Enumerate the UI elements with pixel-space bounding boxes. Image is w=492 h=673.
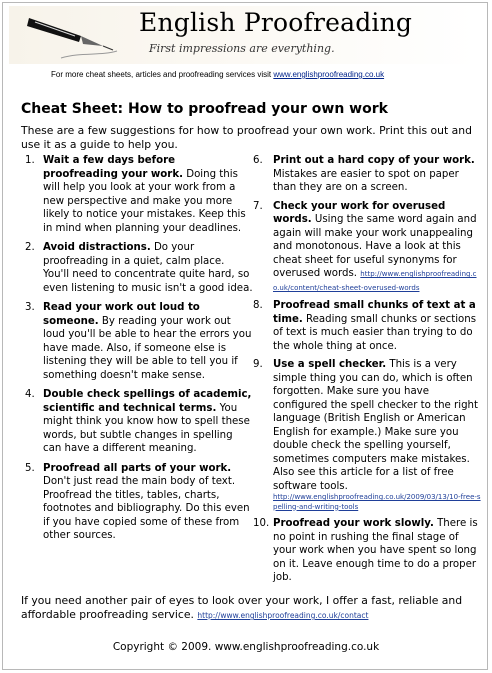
tip-title: Proofread small chunks of text at a time. [273, 300, 476, 325]
tip-number: 4. [25, 389, 35, 400]
spelling-tools-link[interactable]: http://www.englishproofreading.co.uk/2009/03/13/10-free-spelling-and-writing-tools [273, 493, 481, 511]
tip-number: 6. [253, 155, 263, 166]
tip-body: Mistakes are easier to spot on paper than they are on a screen. [273, 168, 459, 193]
tip-number: 10. [253, 518, 270, 529]
tip-number: 1. [25, 155, 35, 166]
tip-title: Avoid distractions. [43, 242, 151, 253]
intro-paragraph: These are a few suggestions for how to proofread your own work. Print this out and use it as a guide to help you. [21, 124, 472, 151]
tip-title: Use a spell checker. [273, 359, 387, 370]
tip-item [251, 358, 481, 512]
tip-number: 3. [25, 302, 35, 313]
tip-body: Reading small chunks or sections of text is much easier than trying to do the whole thing at once. [273, 313, 477, 352]
visit-text: For more cheat sheets, articles and proofreading services visit [51, 70, 272, 79]
outro-text: If you need another pair of eyes to look over your work, I offer a fast, reliable and affordable proofreading service. [21, 594, 463, 621]
visit-line [51, 70, 384, 79]
brand-name: English Proofreading [139, 8, 413, 37]
tip-number: 9. [253, 359, 263, 370]
tip-title: Read your work out loud to someone. [43, 302, 200, 327]
tip-body: By reading your work out loud you'll be able to hear the errors you have made. Also, if someone else is listening they will be able to tell you if something doesn't make sense. [43, 315, 252, 381]
overused-words-link[interactable]: http://www.englishproofreading.co.uk/content/cheat-sheet-overused-words [273, 270, 477, 292]
tip-number: 5. [25, 462, 35, 474]
tip-item [251, 517, 481, 585]
tip-title: Double check spellings of academic, scientific and technical terms. [43, 389, 252, 414]
tip-body: Doing this will help you look at your work from a new perspective and make you more likely to notice your mistakes. Keep this in mind when planning your deadlines. [43, 168, 246, 234]
tip-item [251, 299, 481, 353]
tip-item [21, 241, 253, 295]
contact-link[interactable]: http://www.englishproofreading.co.uk/contact [197, 611, 369, 620]
tip-title: Proofread all parts of your work. [43, 462, 232, 474]
tip-number: 2. [25, 242, 35, 253]
tips-left-column [21, 154, 253, 549]
page-title: Cheat Sheet: How to proofread your own work [21, 101, 388, 117]
tip-number: 8. [253, 300, 263, 311]
visit-link[interactable]: www.englishproofreading.co.uk [273, 70, 385, 79]
fountain-pen-icon [21, 6, 121, 64]
tip-title: Print out a hard copy of your work. [273, 155, 475, 166]
tip-title: Proofread your work slowly. [273, 518, 434, 529]
tip-body: Do your proofreading in a quiet, calm place. You'll need to concentrate quite hard, so even listening to music isn't a good idea. [43, 242, 253, 294]
tip-item [21, 388, 253, 456]
tip-item [251, 200, 481, 295]
brand-tagline: First impressions are everything. [149, 42, 335, 55]
cheat-sheet-page [2, 2, 488, 670]
copyright-footer: Copyright © 2009. www.englishproofreading.co.uk [112, 641, 380, 653]
tip-item [21, 301, 253, 382]
tip-body: There is no point in rushing the final stage of your work when you have spent so long on it. Leave enough time to do a proper job. [273, 518, 478, 583]
tips-right-column [251, 154, 481, 590]
tip-body: This is a very simple thing you can do, which is often forgotten. Make sure you have configured the spell checker to the right language (British English or American English for example.) Make sure you double check the spelling yourself, sometimes computers make mistakes. Also see this article for a list of free software tools. [273, 359, 478, 492]
tip-item [251, 154, 481, 195]
header-banner [9, 6, 477, 64]
tip-item [21, 462, 253, 543]
tip-body: Don't just read the main body of text. Proofread the titles, tables, charts, footnotes and bibliography. Do this even if you have copied some of these from other sources. [43, 476, 250, 541]
tip-title: Check your work for overused words. [273, 200, 446, 225]
tip-body: You might think you know how to spell these words, but subtle changes in spelling can have a different meaning. [43, 402, 250, 454]
tip-number: 7. [253, 200, 263, 212]
tip-body: Using the same word again and again will make your work unappealing and monotonous. Have a look at this cheat sheet for useful synonyms for overused words. [273, 214, 477, 279]
tip-title: Wait a few days before proofreading your work. [43, 155, 183, 180]
outro-paragraph [21, 594, 483, 622]
tip-item [21, 154, 253, 235]
